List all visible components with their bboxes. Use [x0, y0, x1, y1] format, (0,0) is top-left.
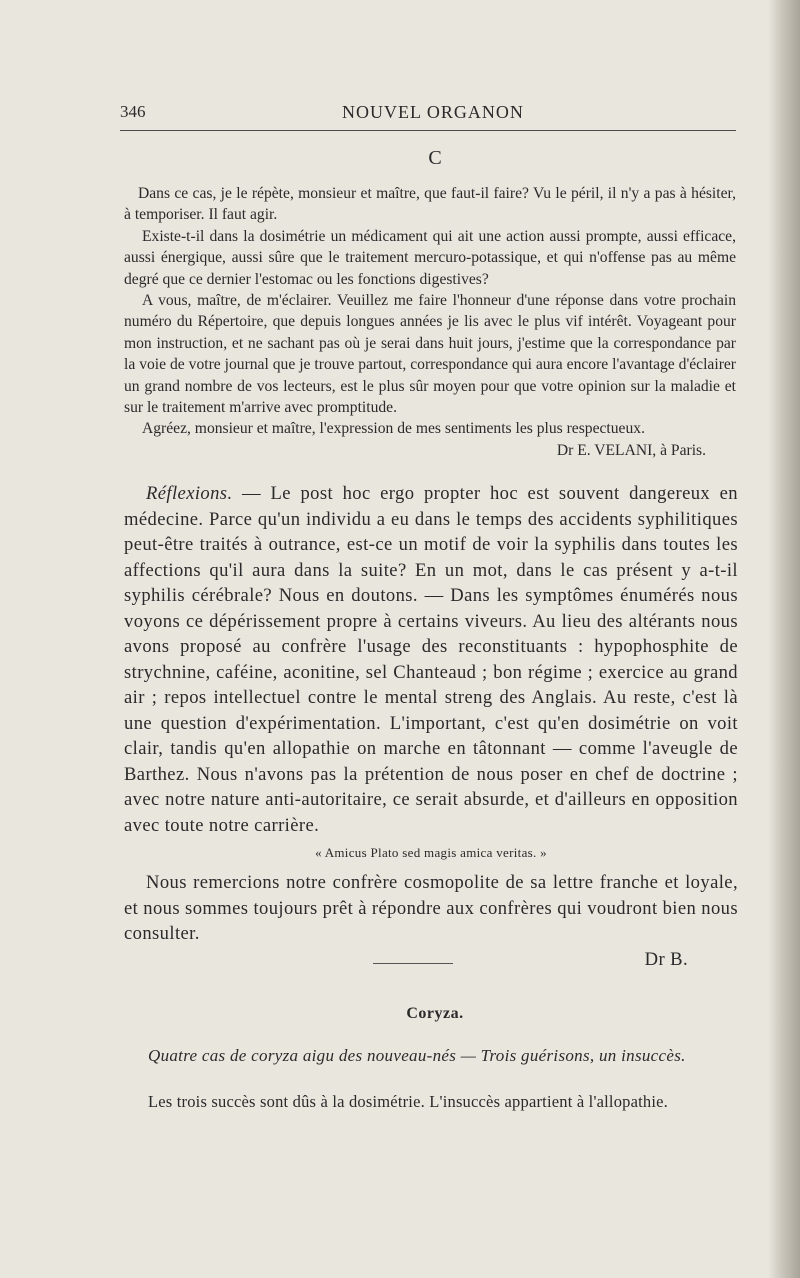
latin-quote: « Amicus Plato sed magis amica veritas. » [315, 845, 547, 860]
editor-signature: Dr B. [644, 948, 688, 970]
coryza-body: Les trois succès sont dûs à la dosimétrie. L'insuccès appartient à l'allopathie. [148, 1092, 669, 1111]
letter-paragraph: Agréez, monsieur et maître, l'expression de mes sentiments les plus respectueux. [142, 420, 645, 438]
letter-paragraph: Dans ce cas, je le répète, monsieur et maître, que faut-il faire? Vu le péril, il n'y a pas à hésiter, à temporiser. Il faut agir. [124, 185, 736, 224]
reflexions-section [124, 481, 738, 972]
section-letter: C [428, 147, 442, 169]
letter-paragraph: A vous, maître, de m'éclairer. Veuillez me faire l'honneur d'une réponse dans votre prochain numéro du Répertoire, que depuis longues années je lis avec le plus vif intérêt. Voyageant pour mon instruction, et ne sachant pas où je serai dans huit jours, j'estime que la correspondance par la voie de votre journal que je trouve partout, correspondance qui aura encore l'avantage d'éclairer un grand nombre de vos lecteurs, est le plus sûr moyen pour que votre opinion sur la maladie et sur le traitement m'arrive avec promptitude. [124, 292, 736, 417]
page-edge-shadow [768, 0, 800, 1278]
section-separator [373, 963, 453, 964]
letter-signature: Dr E. VELANI, à Paris. [556, 441, 706, 459]
reflexions-paragraph [124, 481, 738, 838]
letter-paragraph: Existe-t-il dans la dosimétrie un médicament qui ait une action aussi prompte, aussi efficace, aussi énergique, aussi sûre que le traitement mercuro-potassique, et qui n'offense pas au même degré que ce dernier l'estomac ou les fonctions digestives? [124, 227, 736, 288]
letter-body [124, 183, 736, 461]
running-title: NOUVEL ORGANON [342, 102, 524, 122]
reflexions-lead: Réflexions. [146, 483, 233, 504]
page-header [120, 102, 736, 128]
page-number: 346 [120, 102, 146, 121]
reflexions-text: — Le post hoc ergo propter hoc est souvent dangereux en médecine. Parce qu'un individu a eu dans le temps des accidents syphilitiques peut-être traités à outrance, est-ce un motif de voir la syphilis dans toutes les affections qu'il aura dans la suite? En un mot, dans le cas présent y a-t-il syphilis cérébrale? Nous en doutons. — Dans les symptômes énumérés nous voyons ce dépérissement propre à certains viveurs. Au lieu des altérants nous avons proposé au confrère l'usage des reconstituants : hypophosphite de strychnine, caféine, aconitine, sel Chanteaud ; bon régime ; exercice au grand air ; repos intellectuel contre le mental streng des Anglais. Au reste, c'est là une question d'expérimentation. L'important, c'est qu'en dosimétrie on voit clair, tandis qu'en allopathie on marche en tâtonnant — comme l'aveugle de Barthez. Nous n'avons pas la prétention de nous poser en chef de doctrine ; avec notre nature anti-autoritaire, ce serait absurde, et d'ailleurs en opposition avec toute notre carrière. [124, 483, 738, 836]
header-rule [120, 130, 736, 131]
coryza-title: Coryza. [406, 1005, 464, 1022]
closing-paragraph: Nous remercions notre confrère cosmopolite de sa lettre franche et loyale, et nous sommes toujours prêt à répondre aux confrères qui voudront bien nous consulter. [124, 872, 738, 944]
coryza-subtitle: Quatre cas de coryza aigu des nouveau-nés — Trois guérisons, un insuccès. [148, 1046, 686, 1065]
